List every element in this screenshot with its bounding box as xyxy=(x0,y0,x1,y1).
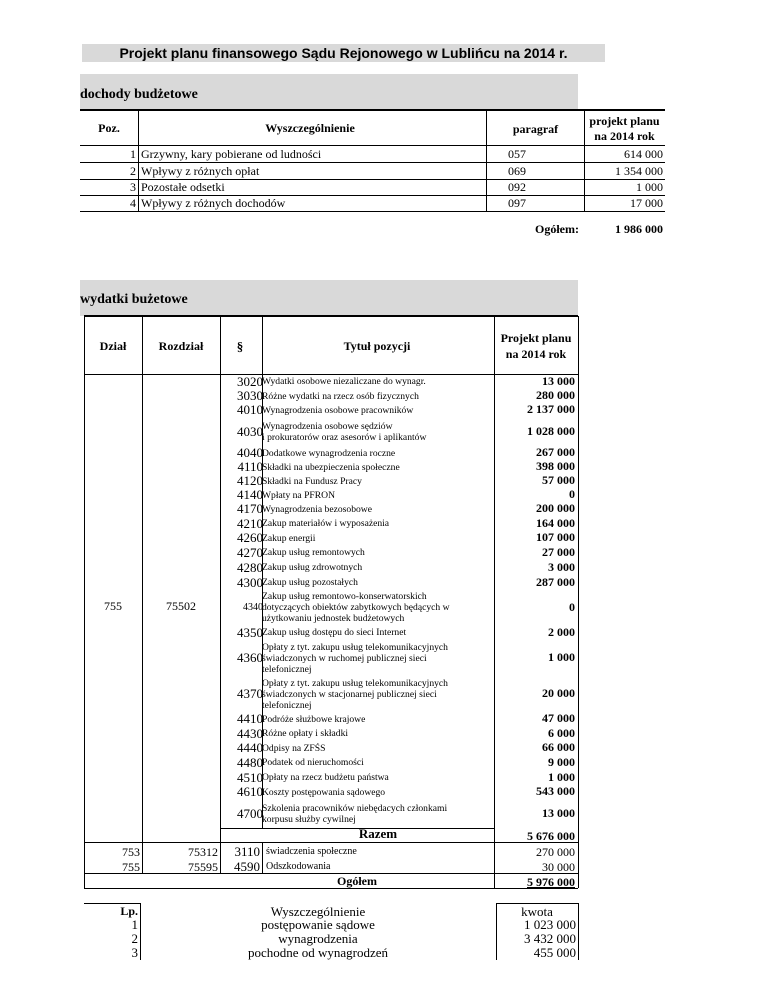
expense-amount: 2 137 000 xyxy=(527,402,575,416)
expense-par: 4030 xyxy=(237,423,263,439)
expense-title-line: Wynagrodzenia osobowe pracowników xyxy=(262,404,414,416)
income-section-title: dochody budżetowe xyxy=(80,87,198,102)
income-header-plan-line1: projekt planu xyxy=(589,114,660,128)
expense-par: 4280 xyxy=(237,559,263,575)
income-amount: 1 354 000 xyxy=(615,164,663,178)
income-total-label: Ogółem: xyxy=(535,222,579,236)
expenses-extra-par: 4590 xyxy=(234,859,260,874)
expenses-rozdzial: 75502 xyxy=(166,599,196,613)
expense-amount: 1 028 000 xyxy=(527,423,575,438)
income-amount: 614 000 xyxy=(624,147,663,161)
expense-par: 3020 xyxy=(237,373,263,389)
expense-par: 4210 xyxy=(237,515,263,531)
expense-row xyxy=(84,712,578,726)
expense-title xyxy=(262,518,502,529)
expense-par: 4120 xyxy=(237,473,263,488)
summary-amount: 455 000 xyxy=(533,945,576,960)
income-header-plan-line2: na 2014 rok xyxy=(594,129,655,143)
expense-row xyxy=(84,726,578,741)
expense-row xyxy=(84,460,578,474)
expense-title-line: telefonicznej xyxy=(262,663,312,675)
expense-par: 4010 xyxy=(237,402,263,417)
income-header-plan xyxy=(584,114,665,144)
expense-par: 4140 xyxy=(237,487,263,502)
expense-title xyxy=(262,504,502,515)
summary-header-name: Wyszczególnienie xyxy=(270,904,366,919)
expense-title xyxy=(262,421,502,443)
expense-title-line: Zakup usług remontowo-konserwatorskich xyxy=(262,591,427,602)
expenses-extra-rozdzial: 75312 xyxy=(188,845,218,859)
expense-title xyxy=(262,391,502,402)
income-paragraph: 097 xyxy=(508,196,526,210)
expenses-extra-title: Odszkodowania xyxy=(266,861,331,872)
summary-lp: 1 xyxy=(131,917,138,932)
expense-row xyxy=(84,446,578,460)
expense-title xyxy=(262,462,502,473)
expense-title xyxy=(262,803,502,825)
expense-title-line: Składki na Fundusz Pracy xyxy=(262,475,362,487)
expense-amount: 57 000 xyxy=(542,473,575,487)
expense-amount: 2 000 xyxy=(548,624,575,639)
expense-title xyxy=(262,476,502,487)
expense-par: 4340 xyxy=(243,601,263,613)
expenses-extra-amount: 270 000 xyxy=(536,845,575,859)
income-paragraph: 092 xyxy=(508,180,526,194)
expense-title xyxy=(262,728,502,739)
expense-row xyxy=(84,403,578,417)
expense-title-line: Zakup usług remontowych xyxy=(262,547,365,558)
expense-row xyxy=(84,755,578,770)
expense-amount: 164 000 xyxy=(536,515,575,530)
summary-amount: 3 432 000 xyxy=(524,931,576,946)
income-paragraph: 069 xyxy=(508,164,526,178)
expenses-total-value: 5 976 000 xyxy=(527,875,575,889)
expense-par: 4260 xyxy=(237,530,263,545)
expense-title-line: Zakup usług dostępu do sieci Internet xyxy=(262,627,407,638)
expense-title-line: Podatek od nieruchomości xyxy=(262,757,364,768)
expense-amount: 200 000 xyxy=(536,501,575,515)
expense-title-line: Odpisy na ZFŚS xyxy=(262,742,326,754)
expense-amount: 13 000 xyxy=(542,805,575,820)
expense-title-line: i prokuratorów oraz asesorów i aplikantów xyxy=(262,431,427,443)
expense-row xyxy=(84,799,578,828)
expense-title xyxy=(262,678,502,711)
expense-amount: 543 000 xyxy=(536,784,575,798)
expense-amount: 267 000 xyxy=(536,445,575,459)
expense-amount: 27 000 xyxy=(542,544,575,559)
expense-title-line: Wynagrodzenia osobowe sędziów xyxy=(262,420,393,432)
summary-name: postępowanie sądowe xyxy=(261,917,375,932)
income-name: Pozostałe odsetki xyxy=(141,180,225,194)
expenses-extra-dzial: 755 xyxy=(122,860,140,874)
expense-row xyxy=(84,785,578,799)
expense-title-line: Zakup materiałów i wyposażenia xyxy=(262,518,390,529)
income-name: Grzywny, kary pobierane od ludności xyxy=(141,147,322,161)
expense-row xyxy=(84,389,578,403)
expense-par: 4510 xyxy=(237,769,263,785)
income-paragraph: 057 xyxy=(508,147,526,161)
expense-title-line: Wydatki osobowe niezaliczane do wynagr. xyxy=(262,376,426,387)
income-row xyxy=(80,179,665,196)
expense-row xyxy=(84,488,578,502)
expense-title xyxy=(262,547,502,558)
income-header-poz: Poz. xyxy=(98,121,120,135)
summary-name: pochodne od wynagrodzeń xyxy=(247,945,389,960)
expense-title-line: Zakup usług pozostałych xyxy=(262,577,358,588)
expense-par: 4410 xyxy=(237,711,263,726)
expenses-header-plan-line2: na 2014 rok xyxy=(505,347,567,361)
expense-title-line: Składki na ubezpieczenia społeczne xyxy=(262,461,400,473)
expenses-dzial: 755 xyxy=(104,599,122,613)
expense-row xyxy=(84,474,578,488)
expense-title-line: Opłaty z tyt. zakupu usług telekomunikacyjnych xyxy=(262,677,448,689)
income-name: Wpływy z różnych opłat xyxy=(141,164,260,178)
income-name: Wpływy z różnych dochodów xyxy=(141,196,286,210)
expense-par: 4700 xyxy=(237,805,263,821)
expenses-subtotal-label: Razem xyxy=(358,826,398,841)
expense-amount: 398 000 xyxy=(536,459,575,473)
income-section-header xyxy=(80,74,578,110)
expense-row xyxy=(84,676,578,712)
expense-title-line: Podróże służbowe krajowe xyxy=(262,713,366,725)
expenses-extra-dzial: 753 xyxy=(122,845,140,859)
expense-title xyxy=(262,642,502,675)
expense-row xyxy=(84,502,578,516)
expense-par: 4610 xyxy=(237,784,263,799)
expenses-total-label: Ogółem xyxy=(337,874,377,888)
expense-title-line: świadczonych w ruchomej publicznej sieci xyxy=(262,652,427,664)
expense-title-line: Zakup energii xyxy=(262,532,316,544)
expense-row xyxy=(84,374,578,389)
expense-title-line: użytkowaniu jednostek budżetowych xyxy=(262,613,405,624)
expense-title-line: Opłaty na rzecz budżetu państwa xyxy=(262,772,389,783)
expense-amount: 47 000 xyxy=(542,711,575,725)
summary-header-lp: Lp. xyxy=(120,904,138,918)
expense-row xyxy=(84,640,578,676)
expense-amount: 1 000 xyxy=(548,769,575,784)
expense-title xyxy=(262,533,502,544)
expense-row xyxy=(84,741,578,755)
expense-row xyxy=(84,560,578,575)
expenses-extra-rozdzial: 75595 xyxy=(188,860,218,874)
income-poz: 3 xyxy=(130,180,136,194)
expense-par: 4170 xyxy=(237,501,263,516)
income-header-name: Wyszczególnienie xyxy=(265,121,355,135)
expense-row xyxy=(84,625,578,640)
expense-title xyxy=(262,757,502,768)
summary-amount: 1 023 000 xyxy=(524,917,576,932)
expense-par: 4430 xyxy=(237,725,263,741)
expense-title xyxy=(262,714,502,725)
expenses-header-dzial: Dział xyxy=(99,339,127,353)
expense-row xyxy=(84,545,578,560)
income-row xyxy=(80,163,665,180)
expense-par: 4480 xyxy=(237,754,263,770)
expense-row xyxy=(84,417,578,446)
summary-lp: 3 xyxy=(131,945,138,960)
expenses-extra-par: 3110 xyxy=(234,844,260,859)
expense-amount: 13 000 xyxy=(542,373,575,388)
expense-title-line: Koszty postępowania sądowego xyxy=(262,786,386,798)
expenses-extra-amount: 30 000 xyxy=(542,860,575,874)
expense-amount: 6 000 xyxy=(548,725,575,740)
expenses-section-title: wydatki bużetowe xyxy=(80,292,188,307)
income-total-value: 1 986 000 xyxy=(615,222,663,236)
expense-par: 4370 xyxy=(237,686,263,701)
expense-row xyxy=(84,575,578,590)
income-amount: 1 000 xyxy=(636,180,663,194)
expense-title-line: Różne opłaty i składki xyxy=(262,728,349,739)
expense-title xyxy=(262,743,502,754)
expense-title xyxy=(262,627,502,638)
expense-amount: 1 000 xyxy=(548,650,575,664)
expenses-header-plan-line1: Projekt planu xyxy=(500,331,572,345)
expense-title xyxy=(262,562,502,573)
expense-amount: 287 000 xyxy=(536,574,575,589)
expenses-extra-title: świadczenia społeczne xyxy=(266,846,357,857)
income-poz: 4 xyxy=(130,196,136,210)
income-row xyxy=(80,146,665,163)
expense-title-line: Zakup usług zdrowotnych xyxy=(262,562,363,573)
expense-title-line: Szkolenia pracowników niebędacych członkami xyxy=(262,802,448,814)
income-poz: 1 xyxy=(130,147,136,161)
expense-row xyxy=(84,770,578,785)
expense-title-line: korpusu służby cywilnej xyxy=(262,813,356,825)
expense-row xyxy=(84,516,578,531)
expense-par: 4440 xyxy=(237,740,263,755)
summary-lp: 2 xyxy=(131,931,138,946)
summary-name: wynagrodzenia xyxy=(278,931,358,946)
expense-par: 4270 xyxy=(237,544,263,560)
expenses-subtotal-value: 5 676 000 xyxy=(527,829,575,843)
expense-title-line: Różne wydatki na rzecz osób fizycznych xyxy=(262,390,419,402)
expense-title-line: telefonicznej xyxy=(262,699,312,711)
expenses-section-header xyxy=(80,280,578,316)
expense-title xyxy=(262,448,502,459)
expense-par: 4300 xyxy=(237,574,263,590)
expense-title-line: świadczonych w stacjonarnej publicznej sieci xyxy=(262,688,437,700)
expenses-header-rozdzial: Rozdział xyxy=(158,339,204,353)
expense-title xyxy=(262,376,502,387)
income-amount: 17 000 xyxy=(630,196,663,210)
expense-amount: 20 000 xyxy=(542,686,575,700)
expense-amount: 9 000 xyxy=(548,754,575,769)
income-poz: 2 xyxy=(130,164,136,178)
expense-par: 4110 xyxy=(237,459,263,474)
expense-title xyxy=(262,591,502,624)
expense-row xyxy=(84,531,578,545)
expense-title-line: Dodatkowe wynagrodzenia roczne xyxy=(262,447,396,459)
expense-title-line: Opłaty z tyt. zakupu usług telekomunikacyjnych xyxy=(262,641,448,653)
expense-par: 4040 xyxy=(237,445,263,460)
expense-amount: 0 xyxy=(569,487,575,501)
expense-amount: 66 000 xyxy=(542,740,575,754)
page-title: Projekt planu finansowego Sądu Rejonowego w Lublińcu na 2014 r. xyxy=(82,44,605,62)
expense-par: 3030 xyxy=(237,388,263,403)
expense-amount: 280 000 xyxy=(536,388,575,402)
expense-title-line: Wpłaty na PFRON xyxy=(262,489,336,501)
expenses-header-plan xyxy=(494,330,578,362)
income-row xyxy=(80,195,665,212)
expense-par: 4360 xyxy=(237,650,263,665)
expense-title xyxy=(262,490,502,501)
expense-row xyxy=(84,590,578,625)
expenses-header-title: Tytuł pozycji xyxy=(343,339,411,353)
expense-amount: 0 xyxy=(569,599,575,614)
expense-title-line: dotyczących obiektów zabytkowych będących w xyxy=(262,602,450,613)
summary-header-amount: kwota xyxy=(521,904,553,919)
expense-title xyxy=(262,787,502,798)
expenses-header-par: § xyxy=(236,339,244,354)
expense-title xyxy=(262,405,502,416)
expense-amount: 3 000 xyxy=(548,559,575,574)
expense-amount: 107 000 xyxy=(536,530,575,544)
expense-par: 4350 xyxy=(237,624,263,640)
expense-title xyxy=(262,577,502,588)
income-header-paragraph: paragraf xyxy=(512,122,559,136)
expense-title-line: Wynagrodzenia bezosobowe xyxy=(262,503,372,515)
expense-title xyxy=(262,772,502,783)
